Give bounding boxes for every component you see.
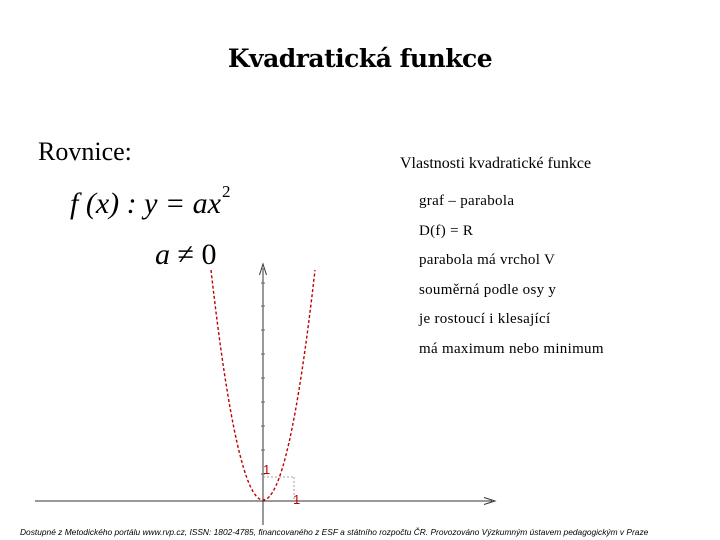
- footer-source-note: Dostupné z Metodického portálu www.rvp.cz, ISSN: 1802-4785, financovaného z ESF a státního rozpočtu ČR. Provozováno Výzkumným ústavem pedagogickým v Praze: [20, 527, 649, 537]
- condition-val: 0: [201, 238, 217, 271]
- equation-label: Rovnice:: [38, 137, 132, 166]
- formula-lhs: f (x) : y = ax: [70, 187, 221, 220]
- condition-op: ≠: [170, 238, 202, 271]
- property-item: parabola má vrchol V: [419, 252, 556, 268]
- property-item: D(f) = R: [419, 222, 474, 239]
- properties-title: Vlastnosti kvadratické funkce: [400, 155, 592, 172]
- property-item: souměrná podle osy y: [419, 281, 557, 298]
- y-unit-label: 1: [263, 462, 271, 477]
- property-item: je rostoucí i klesající: [419, 311, 551, 327]
- slide-title: Kvadratická funkce: [227, 44, 493, 73]
- x-unit-label: 1: [293, 492, 301, 507]
- condition-var: a: [155, 238, 170, 271]
- property-item: má maximum nebo minimum: [419, 340, 604, 357]
- property-item: graf – parabola: [419, 193, 515, 209]
- properties-list: [419, 193, 604, 370]
- formula-exponent: 2: [222, 182, 231, 201]
